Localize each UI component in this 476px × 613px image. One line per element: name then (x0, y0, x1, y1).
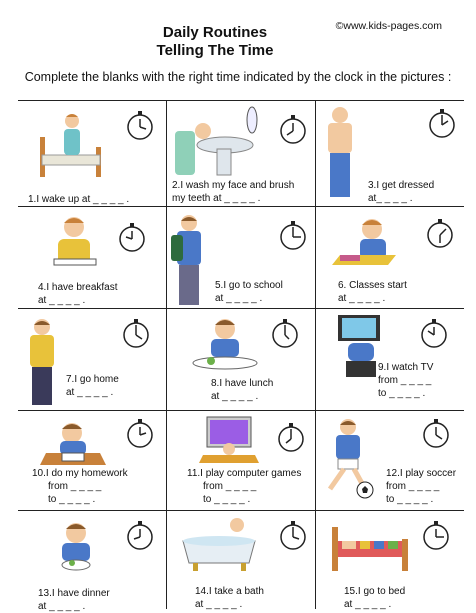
cell-10 (18, 411, 167, 511)
item-13-line-2: at _ _ _ _ . (38, 601, 86, 612)
boy-icon (318, 103, 362, 203)
cell-12 (316, 411, 464, 511)
item-9-line-2: from _ _ _ _ (378, 375, 432, 386)
clock-icon (118, 221, 146, 255)
boy-icon (48, 213, 98, 269)
item-2-line-2: my teeth at _ _ _ _ . (172, 193, 261, 204)
item-14-line-2: at _ _ _ _ . (195, 599, 243, 610)
lunch-boy-icon (189, 315, 261, 371)
instructions: Complete the blanks with the right time indicated by the clock in the pictures : (24, 70, 452, 84)
clock-icon (422, 519, 450, 553)
computer-icon (199, 415, 259, 465)
item-11-line-2: from _ _ _ _ (203, 481, 257, 492)
item-8-line-1: 8.I have lunch (211, 378, 274, 389)
item-13-line-1: 13.I have dinner (38, 588, 110, 599)
clock-icon (428, 107, 456, 141)
item-5-line-1: 5.I go to school (215, 280, 283, 291)
item-2-line-1: 2.I wash my face and brush (172, 180, 295, 191)
clock-icon (279, 113, 307, 147)
item-12-line-2: from _ _ _ _ (386, 481, 440, 492)
clock-icon (279, 219, 307, 253)
book-icon (36, 419, 112, 471)
item-10-line-2: from _ _ _ _ (48, 481, 102, 492)
cell-9 (316, 309, 464, 411)
clock-icon (279, 519, 307, 553)
cell-4 (18, 207, 167, 309)
item-1-line-1: 1.I wake up at _ _ _ _ . (28, 194, 130, 205)
clock-icon (271, 317, 299, 351)
item-4-line-1: 4.I have breakfast (38, 282, 118, 293)
dinner-boy-icon (46, 519, 106, 575)
item-5-line-2: at _ _ _ _ . (215, 293, 263, 304)
item-15-line-2: at _ _ _ _ . (344, 599, 392, 610)
cell-6 (316, 207, 464, 309)
cell-11 (167, 411, 316, 511)
cell-1 (18, 101, 167, 207)
clock-icon (126, 519, 154, 553)
item-3-line-2: at_ _ _ _ . (368, 193, 413, 204)
boy-icon (22, 315, 62, 407)
bed-icon (36, 107, 108, 187)
bathtub-icon (177, 515, 261, 575)
item-7-line-1: 7.I go home (66, 374, 119, 385)
item-9-line-1: 9.I watch TV (378, 362, 434, 373)
soccer-player-icon (320, 415, 388, 501)
clock-icon (426, 217, 454, 251)
item-10-line-3: to _ _ _ _ . (48, 494, 96, 505)
cell-14 (167, 511, 316, 609)
item-12-line-1: 12.I play soccer (386, 468, 457, 479)
cell-8 (167, 309, 316, 411)
cell-13 (18, 511, 167, 612)
clock-icon (277, 421, 305, 455)
item-11-line-3: to _ _ _ _ . (203, 494, 251, 505)
clock-icon (126, 417, 154, 451)
cell-5 (167, 207, 316, 309)
item-4-line-2: at _ _ _ _ . (38, 295, 86, 306)
copyright: ©www.kids-pages.com (335, 20, 442, 32)
item-6-line-2: at _ _ _ _ . (338, 293, 386, 304)
cell-3 (316, 101, 464, 207)
item-15-line-1: 15.I go to bed (344, 586, 406, 597)
bed-icon (330, 517, 410, 575)
desk-icon (330, 215, 398, 271)
clock-icon (422, 417, 450, 451)
item-7-line-2: at _ _ _ _ . (66, 387, 114, 398)
backpack-icon (169, 211, 209, 307)
cell-7 (18, 309, 167, 411)
page-title-1: Daily Routines (162, 24, 268, 41)
item-6-line-1: 6. Classes start (338, 280, 407, 291)
clock-icon (126, 109, 154, 143)
page-title-2: Telling The Time (156, 42, 274, 59)
clock-icon (420, 317, 448, 351)
mirror-icon (245, 105, 259, 135)
item-9-line-3: to _ _ _ _ . (378, 388, 426, 399)
item-12-line-3: to _ _ _ _ . (386, 494, 434, 505)
soccer-ball-icon (356, 481, 374, 499)
item-11-line-1: 11.I play computer games (187, 468, 302, 479)
clock-icon (122, 317, 150, 351)
cell-2 (167, 101, 316, 207)
worksheet-grid (18, 100, 464, 612)
item-10-line-1: 10.I do my homework (32, 468, 128, 479)
item-8-line-2: at _ _ _ _ . (211, 391, 259, 402)
item-14-line-1: 14.I take a bath (195, 586, 264, 597)
cell-15 (316, 511, 464, 609)
item-3-line-1: 3.I get dressed (368, 180, 435, 191)
